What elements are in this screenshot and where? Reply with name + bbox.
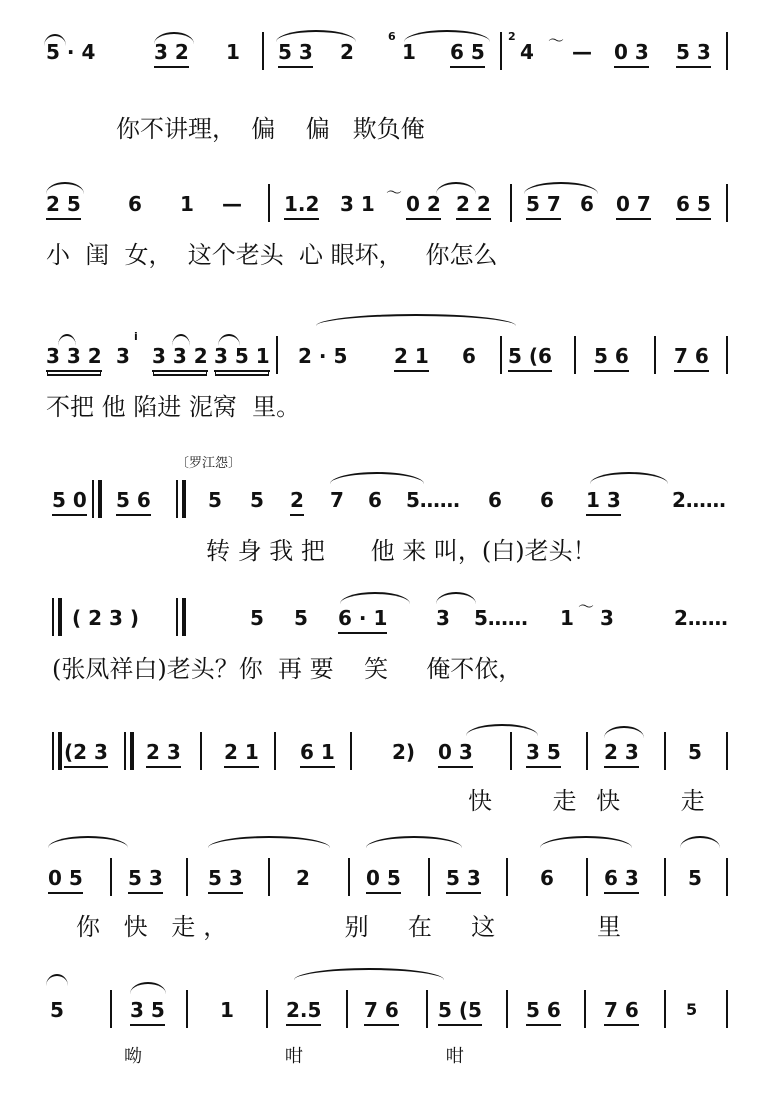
barline xyxy=(586,858,588,896)
barline xyxy=(350,732,352,770)
note: 2 xyxy=(296,866,310,890)
note: 3 xyxy=(116,344,130,368)
note-group: 5 7 xyxy=(526,190,561,220)
repeat-barline xyxy=(176,480,186,518)
note: 4 xyxy=(520,40,534,64)
slur xyxy=(316,314,516,326)
notation-row xyxy=(0,183,772,230)
slur xyxy=(540,836,632,848)
note-group: 5 3 xyxy=(676,38,711,68)
barline xyxy=(200,732,202,770)
note: 5 xyxy=(688,866,702,890)
note-group: 2 3 xyxy=(604,738,639,768)
ornament-icon: 〜 xyxy=(578,597,595,616)
barline xyxy=(726,990,728,1028)
note-group: 7 6 xyxy=(364,996,399,1026)
note: 1 xyxy=(560,606,574,630)
slur xyxy=(46,974,68,986)
barline xyxy=(346,990,348,1028)
lyrics: 小 闺 女， 这个老头 心 眼坏， 你怎么 xyxy=(46,241,498,269)
barline xyxy=(110,990,112,1028)
lyrics: 不把 他 陷进 泥窝 里。 xyxy=(46,393,301,421)
barline xyxy=(186,858,188,896)
note-group: 5 · 4 xyxy=(46,40,96,64)
lyrics: 你不讲理， 偏 偏 欺负俺 xyxy=(116,115,425,143)
note-group: 2) xyxy=(392,740,416,764)
notation-row xyxy=(0,30,772,78)
barline xyxy=(428,858,430,896)
note: 1 xyxy=(220,998,234,1022)
barline xyxy=(110,858,112,896)
note: 6 xyxy=(128,192,142,216)
note-group: 5 0 xyxy=(52,486,87,516)
barline xyxy=(274,732,276,770)
lyrics: 转 身 我 把 他 来 叫，(白)老头！ xyxy=(206,537,597,565)
slur xyxy=(154,32,194,44)
note: 5 xyxy=(208,488,222,512)
note-group: 3 3 2 xyxy=(152,342,208,372)
note-group: 3 5 xyxy=(526,738,561,768)
barline xyxy=(726,336,728,374)
note: 5 xyxy=(250,488,264,512)
note-with-ellipsis: 5…… xyxy=(474,606,528,630)
note-group: 5 3 xyxy=(446,864,481,894)
notation-row xyxy=(0,597,772,644)
note-group: 5 3 xyxy=(128,864,163,894)
barline xyxy=(500,336,502,374)
grace-note: 6 xyxy=(388,30,396,43)
barline xyxy=(664,990,666,1028)
note-group: 5 6 xyxy=(526,996,561,1026)
barline xyxy=(726,32,728,70)
note-group: 6 1 xyxy=(300,738,335,768)
note: 5 xyxy=(250,606,264,630)
slur xyxy=(680,836,720,848)
note-group: 5 6 xyxy=(116,486,151,516)
dash: — xyxy=(572,40,592,64)
slur xyxy=(208,836,330,848)
note-group: 6 · 1 xyxy=(338,604,387,634)
note-group: 5 6 xyxy=(594,342,629,372)
note: 3 xyxy=(600,606,614,630)
note: 1 xyxy=(226,40,240,64)
note-group: 3 5 xyxy=(130,996,165,1026)
note-group: 6 5 xyxy=(676,190,711,220)
repeat-barline xyxy=(124,732,134,770)
note-group: 3 2 xyxy=(154,38,189,68)
barline xyxy=(506,990,508,1028)
note: 2 xyxy=(340,40,354,64)
barline xyxy=(426,990,428,1028)
barline xyxy=(664,732,666,770)
slur xyxy=(130,982,166,994)
barline xyxy=(584,990,586,1028)
notation-row xyxy=(0,738,772,778)
note-group: 0 3 xyxy=(438,738,473,768)
barline xyxy=(726,732,728,770)
note: 6 xyxy=(580,192,594,216)
note-group: 5 (6 xyxy=(508,342,552,372)
note-group: ( 2 3 ) xyxy=(72,606,140,630)
note-group: 5 (5 xyxy=(438,996,482,1026)
note: 6 xyxy=(368,488,382,512)
note: 2 xyxy=(290,486,304,516)
note: 5 xyxy=(686,1000,698,1019)
notation-row xyxy=(0,330,772,382)
slur xyxy=(294,968,444,980)
note-group: 3 3 2 xyxy=(46,342,102,372)
barline xyxy=(510,184,512,222)
note-group: 5 3 xyxy=(208,864,243,894)
lyrics: 你 快 走， 别 在 这 里 xyxy=(76,913,629,941)
barline xyxy=(276,336,278,374)
note-group: 0 2 xyxy=(406,190,441,220)
barline xyxy=(726,184,728,222)
note-group: 1.2 xyxy=(284,190,319,220)
slur xyxy=(330,472,424,484)
note: 6 xyxy=(462,344,476,368)
note-group: 6 5 xyxy=(450,38,485,68)
repeat-barline xyxy=(52,732,62,770)
barline xyxy=(586,732,588,770)
note-group: 3 5 1 xyxy=(214,342,270,372)
note: 6 xyxy=(488,488,502,512)
barline xyxy=(654,336,656,374)
slur xyxy=(466,724,538,736)
note-group: 0 3 xyxy=(614,38,649,68)
note: 3 xyxy=(436,606,450,630)
repeat-barline xyxy=(176,598,186,636)
note: 6 xyxy=(540,866,554,890)
note-group: 1 3 xyxy=(586,486,621,516)
note: 6 xyxy=(540,488,554,512)
note-with-ellipsis: 2…… xyxy=(674,606,728,630)
slur xyxy=(436,592,476,604)
ornament-icon: 〜 xyxy=(548,31,565,50)
barline xyxy=(262,32,264,70)
lyrics: 快 走 快 走 xyxy=(468,787,711,815)
barline xyxy=(348,858,350,896)
note-group: 7 6 xyxy=(604,996,639,1026)
note: 5 xyxy=(50,998,64,1022)
note: 5 xyxy=(294,606,308,630)
slur xyxy=(604,726,644,738)
note-group: 0 5 xyxy=(48,864,83,894)
ornament-icon: 〜 xyxy=(386,183,403,202)
barline xyxy=(268,184,270,222)
lyrics: (张凤祥白)老头？你 再 要 笑 俺不依， xyxy=(52,655,523,683)
barline xyxy=(186,990,188,1028)
barline xyxy=(510,732,512,770)
barline xyxy=(268,858,270,896)
note-with-ellipsis: 2…… xyxy=(672,488,726,512)
slur xyxy=(366,836,462,848)
lyrics: 呦 咁 咁 xyxy=(124,1046,488,1067)
repeat-barline xyxy=(92,480,102,518)
note-group: 2 1 xyxy=(394,342,429,372)
note-with-ellipsis: 5…… xyxy=(406,488,460,512)
note-group: 2 3 xyxy=(146,738,181,768)
note-group: 2.5 xyxy=(286,996,321,1026)
barline xyxy=(574,336,576,374)
repeat-barline xyxy=(52,598,62,636)
notation-row xyxy=(0,864,772,904)
note-group: 0 7 xyxy=(616,190,651,220)
barline xyxy=(726,858,728,896)
note: 1 xyxy=(402,40,416,64)
note-group: 2 · 5 xyxy=(298,344,348,368)
note-group: 2 2 xyxy=(456,190,491,220)
barline xyxy=(506,858,508,896)
grace-note: i xyxy=(134,330,138,343)
notation-row xyxy=(0,996,772,1036)
barline xyxy=(266,990,268,1028)
grace-note: 2 xyxy=(508,30,516,43)
barline xyxy=(664,858,666,896)
notation-row xyxy=(0,486,772,526)
dash: — xyxy=(222,192,242,216)
note-group: 3 1 xyxy=(340,192,375,216)
note-group: 2 5 xyxy=(46,190,81,220)
slur xyxy=(340,592,410,604)
note-group: 2 1 xyxy=(224,738,259,768)
note-group: 0 5 xyxy=(366,864,401,894)
note-group: 5 3 xyxy=(278,38,313,68)
note: 7 xyxy=(330,488,344,512)
note-group: 6 3 xyxy=(604,864,639,894)
note: 1 xyxy=(180,192,194,216)
tune-label: 〔罗江怨〕 xyxy=(176,456,242,471)
note-group: (2 3 xyxy=(64,738,108,768)
slur xyxy=(590,472,668,484)
barline xyxy=(500,32,502,70)
slur xyxy=(48,836,128,848)
note-group: 7 6 xyxy=(674,342,709,372)
note: 5 xyxy=(688,740,702,764)
